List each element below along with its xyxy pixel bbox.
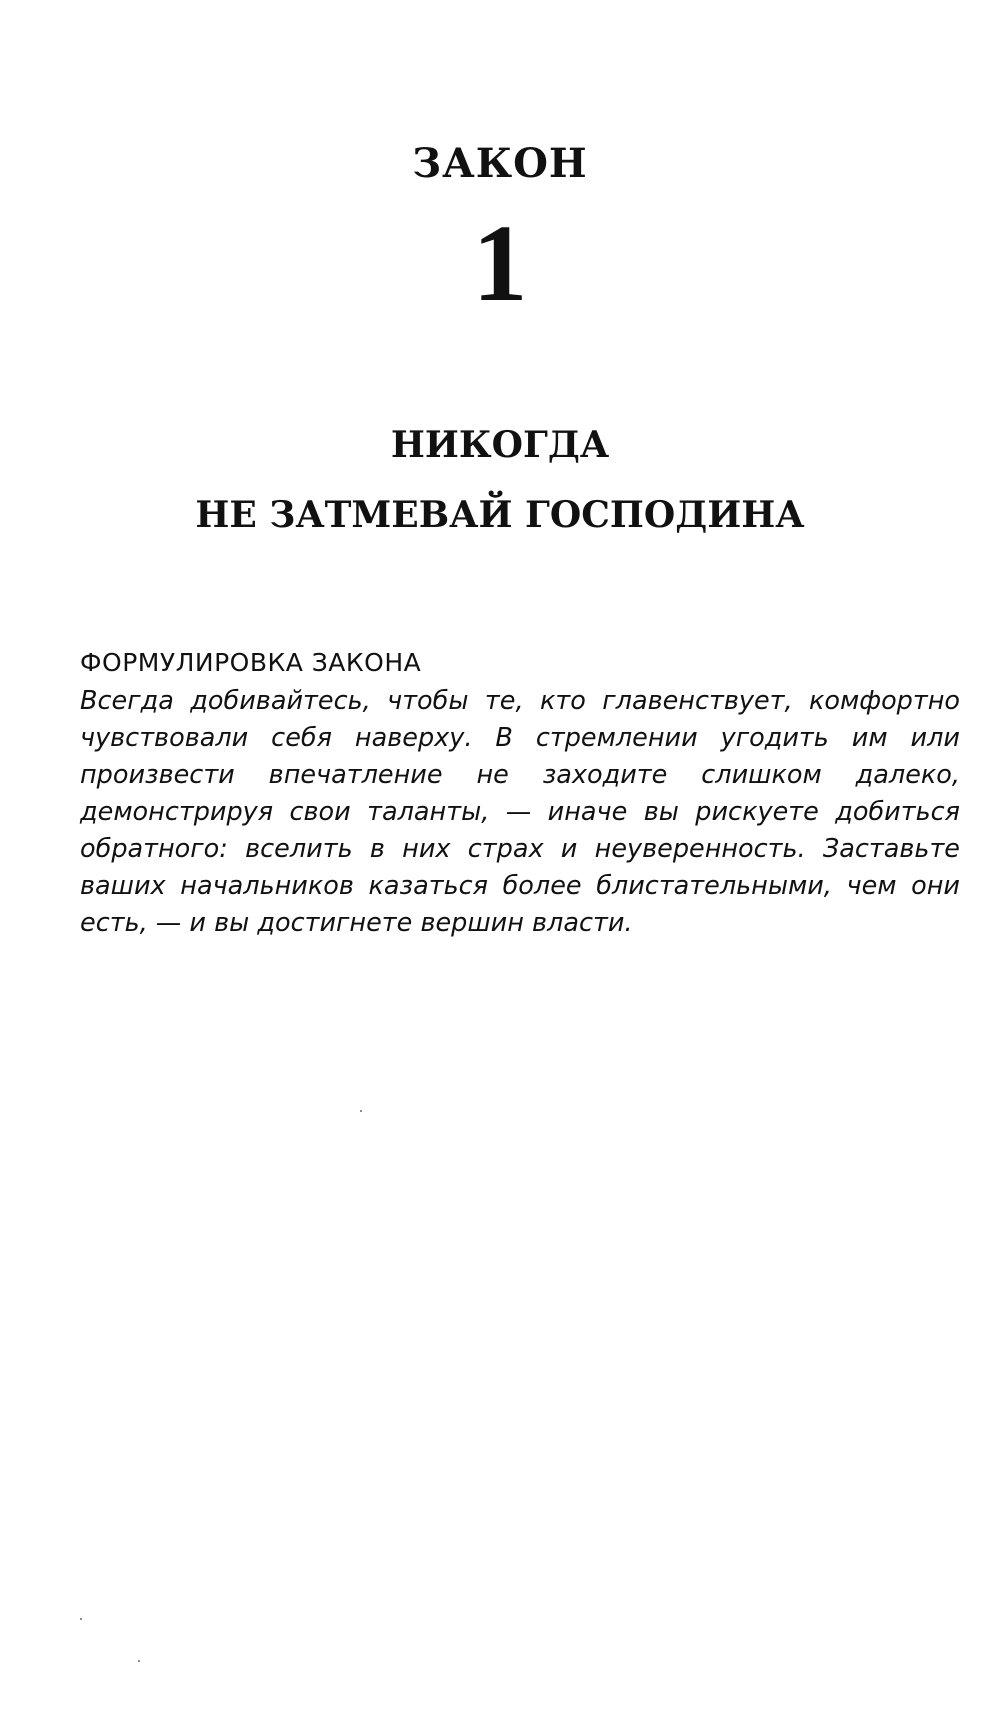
- scan-speck: [138, 1660, 140, 1662]
- law-number: 1: [472, 202, 528, 324]
- law-statement-body: Всегда добивайтесь, чтобы те, кто главенствует, комфортно чувствовали себя наверху. В стремлении угодить им или произвести впечатление не заходите слишком далеко, демонстрируя свои таланты, — иначе вы рискуете добиться обратного: вселить в них страх и неуверенность. Заставьте ваших начальников казаться более блистательными, чем они есть, — и вы достигнете вершин власти.: [80, 686, 960, 938]
- law-title-line-2: НЕ ЗАТМЕВАЙ ГОСПОДИНА: [195, 494, 805, 536]
- scan-speck: [80, 1618, 82, 1620]
- law-statement-heading: ФОРМУЛИРОВКА ЗАКОНА: [80, 648, 422, 677]
- law-statement-section: [80, 648, 960, 942]
- law-label: ЗАКОН: [412, 140, 588, 187]
- scan-speck: [360, 1110, 362, 1112]
- law-title-line-1: НИКОГДА: [390, 424, 610, 466]
- law-title: [0, 410, 1000, 550]
